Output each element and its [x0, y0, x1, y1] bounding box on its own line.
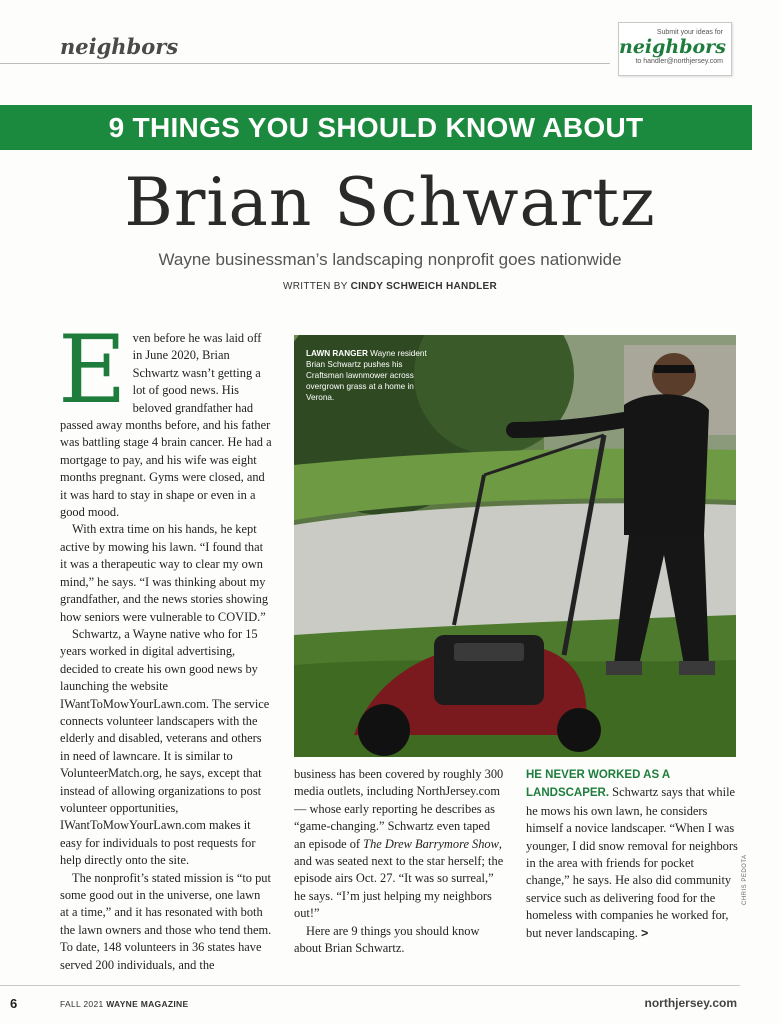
header-rule — [0, 63, 610, 64]
article-column-1 — [58, 316, 272, 974]
show-title: The Drew Barrymore Show — [363, 836, 499, 851]
continue-arrow-icon: > — [640, 925, 649, 940]
article-paragraph-6: Here are 9 things you should know about Brian Schwartz. — [294, 923, 480, 956]
submit-ideas-text: Submit your ideas for — [656, 29, 723, 36]
photo-caption — [306, 348, 428, 403]
site-url: northjersey.com — [644, 996, 737, 1010]
byline — [0, 281, 780, 292]
article-paragraph-5 — [294, 766, 504, 923]
article-column-3 — [526, 766, 738, 942]
article-paragraph-5b: , and was seated next to the star herself; the episode airs Oct. 27. “It was so surreal,” he says. “I’m just helping my neighbors out!” — [294, 836, 504, 921]
photo-caption-head: LAWN RANGER — [306, 349, 368, 358]
article-paragraph-1-text: ven before he was laid off in June 2020, Brian Schwartz wasn’t getting a lot of good news. His beloved grandfather had passed away months before, and his father was battling stage 4 brain cancer. He had a mortgage to pay, and his wife was eight months pregnant. Gyms were closed, and it was hard to stay in shape or even in a good mood. — [60, 331, 272, 520]
dek: Wayne businessman’s landscaping nonprofit goes nationwide — [158, 250, 622, 269]
magazine-name: WAYNE MAGAZINE — [106, 999, 189, 1009]
article-paragraph-5a: business has been covered by roughly 300 media outlets, including NorthJersey.com — whose early reporting he describes as “game-changing.” Schwartz even taped an episode of — [294, 767, 504, 851]
section-label: neighbors — [60, 34, 179, 59]
fact-1-body: Schwartz says that while he mows his own lawn, he considers himself a novice landscaper. “When I was younger, I did snow removal for neighbors in the area with friends for pocket change,” he says. He also did community service such as delivering food for the homeless with companies he worked for, but never landscaping. — [526, 785, 738, 940]
article-paragraph-1 — [58, 316, 272, 521]
byline-author: CINDY SCHWEICH HANDLER — [350, 281, 497, 292]
page-number: 6 — [10, 996, 18, 1011]
drop-cap: E — [58, 316, 127, 425]
fact-1-subhead: HE NEVER WORKED AS A LANDSCAPER. — [526, 769, 670, 800]
article-photo — [294, 335, 736, 757]
title-banner: 9 THINGS YOU SHOULD KNOW ABOUT — [0, 105, 752, 150]
fact-1 — [526, 766, 738, 942]
submit-ideas-title: neighbors — [619, 36, 726, 58]
issue-date: FALL 2021 — [60, 999, 104, 1009]
article-paragraph-4: The nonprofit’s stated mission is “to put some good out in the universe, one lawn at a time,” and it has resonated with both the lawn owners and those who tend them. To date, 148 volunteers in 36 states have served 200 individuals, and the — [60, 870, 272, 972]
submit-ideas-email: to handler@northjersey.com — [635, 58, 723, 65]
photo-caption-body: Wayne resident Brian Schwartz pushes his Craftsman lawnmower across overgrown grass at a home in Verona. — [306, 349, 427, 402]
submit-ideas-box — [618, 22, 732, 76]
headline: Brian Schwartz — [124, 164, 656, 241]
article-paragraph-3: Schwartz, a Wayne native who for 15 years worked in digital advertising, decided to create his own good news by launching the website IWantToMowYourLawn.com. The service connects volunteer landscapers with the elderly and disabled, veterans and others in need of lawncare. It is similar to VolunteerMatch.org, he says, except that instead of allowing organizations to post volunteer opportunities, IWantToMowYourLawn.com makes it easy for individuals to post requests for help directly onto the site. — [60, 626, 270, 868]
photo-credit: CHRIS PEDOTA — [742, 854, 748, 905]
article-paragraph-2: With extra time on his hands, he kept active by mowing his lawn. “I found that it was a therapeutic way to clear my own mind,” he says. “I was thinking about my grandfather, and the news stories showing how seniors were vulnerable to COVID.” — [60, 522, 269, 624]
footer-rule — [0, 985, 740, 986]
article-column-2 — [294, 766, 504, 957]
byline-prefix: WRITTEN BY — [283, 281, 348, 292]
publication-info — [60, 999, 188, 1009]
